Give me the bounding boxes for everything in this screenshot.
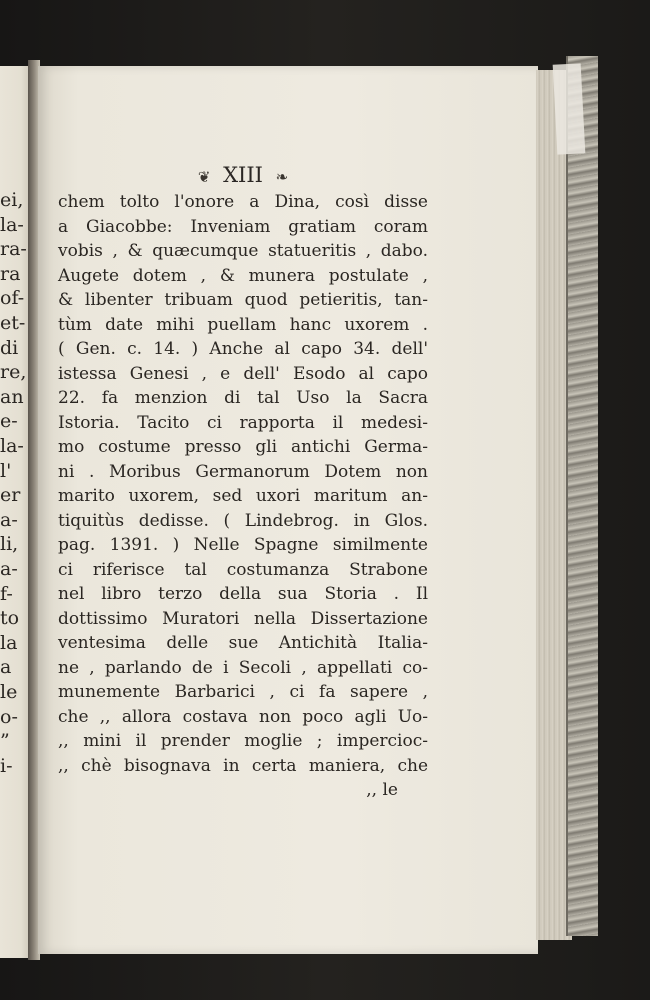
left-page-fragment: l' (0, 459, 12, 482)
left-page-fragment: er (0, 484, 21, 507)
left-page-fragment: i- (0, 754, 13, 777)
left-page-fragment: ra (0, 262, 21, 285)
left-page (0, 66, 30, 958)
text-line: Istoria. Tacito ci rapporta il medesi- (58, 412, 428, 433)
text-line: tùm date mihi puellam hanc uxorem . (58, 314, 428, 335)
text-line: ni . Moribus Germanorum Dotem non (58, 461, 428, 482)
left-page-fragment: la- (0, 435, 24, 457)
left-page-fragment: ei, (0, 189, 24, 211)
text-line: 22. fa menzion di tal Uso la Sacra (58, 388, 428, 408)
left-page-fragment: o- (0, 705, 18, 728)
text-line: chem tolto l'onore a Dina, così disse (58, 192, 428, 212)
left-page-fragment: le (0, 681, 18, 703)
text-line: vobis , & quæcumque statueritis , dabo. (58, 241, 428, 261)
text-line: nel libro terzo della sua Storia . Il (58, 584, 428, 604)
left-page-fragment: a- (0, 508, 18, 531)
left-page-fragment: e- (0, 410, 18, 433)
text-line: dottissimo Muratori nella Dissertazione (58, 608, 428, 629)
page-number: XIII (223, 163, 263, 187)
left-page-fragment: f- (0, 582, 13, 605)
left-page-fragment: la- (0, 213, 24, 236)
left-page-fragment: li, (0, 533, 19, 556)
right-ornament-icon: ❧ (275, 168, 289, 186)
text-line: ci riferisce tal costumanza Strabone (58, 559, 428, 580)
left-page-fragment: di (0, 336, 19, 359)
left-page-fragment: to (0, 607, 20, 630)
left-page-fragment: ” (0, 730, 10, 753)
text-line: ( Gen. c. 14. ) Anche al capo 34. dell' (58, 339, 428, 359)
book-cover (566, 56, 598, 936)
text-line: tiquitùs dedisse. ( Lindebrog. in Glos. (58, 510, 428, 531)
text-line: che ,, allora costava non poco agli Uo- (58, 706, 428, 727)
text-line: istessa Genesi , e dell' Esodo al capo (58, 363, 428, 384)
text-line: ,, mini il prender moglie ; impercioc- (58, 731, 428, 751)
left-page-fragment: re, (0, 361, 27, 384)
text-line: marito uxorem, sed uxori maritum an- (58, 486, 428, 506)
paper-tab (553, 63, 586, 154)
text-line: a Giacobbe: Inveniam gratiam coram (58, 216, 428, 237)
left-page-fragment: la (0, 631, 18, 654)
left-page-fragment: et- (0, 312, 26, 334)
text-line: ventesima delle sue Antichità Italia- (58, 633, 428, 653)
text-block (58, 162, 428, 803)
text-line: munemente Barbarici , ci fa sapere , (58, 682, 428, 702)
text-line: ne , parlando de i Secoli , appellati co- (58, 657, 428, 678)
text-line: pag. 1391. ) Nelle Spagne similmente (58, 535, 428, 555)
left-ornament-icon: ❦ (197, 168, 211, 186)
text-line: & libenter tribuam quod petieritis, tan- (58, 290, 428, 310)
left-page-fragment: a (0, 656, 12, 679)
left-page-fragment: of- (0, 287, 25, 310)
text-line: Augete dotem , & munera postulate , (58, 265, 428, 286)
left-page-fragment: ra- (0, 238, 27, 261)
left-page-fragment: a- (0, 558, 18, 580)
body-text (58, 190, 428, 778)
text-line: mo costume presso gli antichi Germa- (58, 437, 428, 457)
catchword: ,, le (366, 780, 398, 800)
text-line: ,, chè bisognava in certa maniera, che (58, 755, 428, 776)
page-header (58, 162, 428, 188)
left-page-fragment: an (0, 385, 24, 408)
